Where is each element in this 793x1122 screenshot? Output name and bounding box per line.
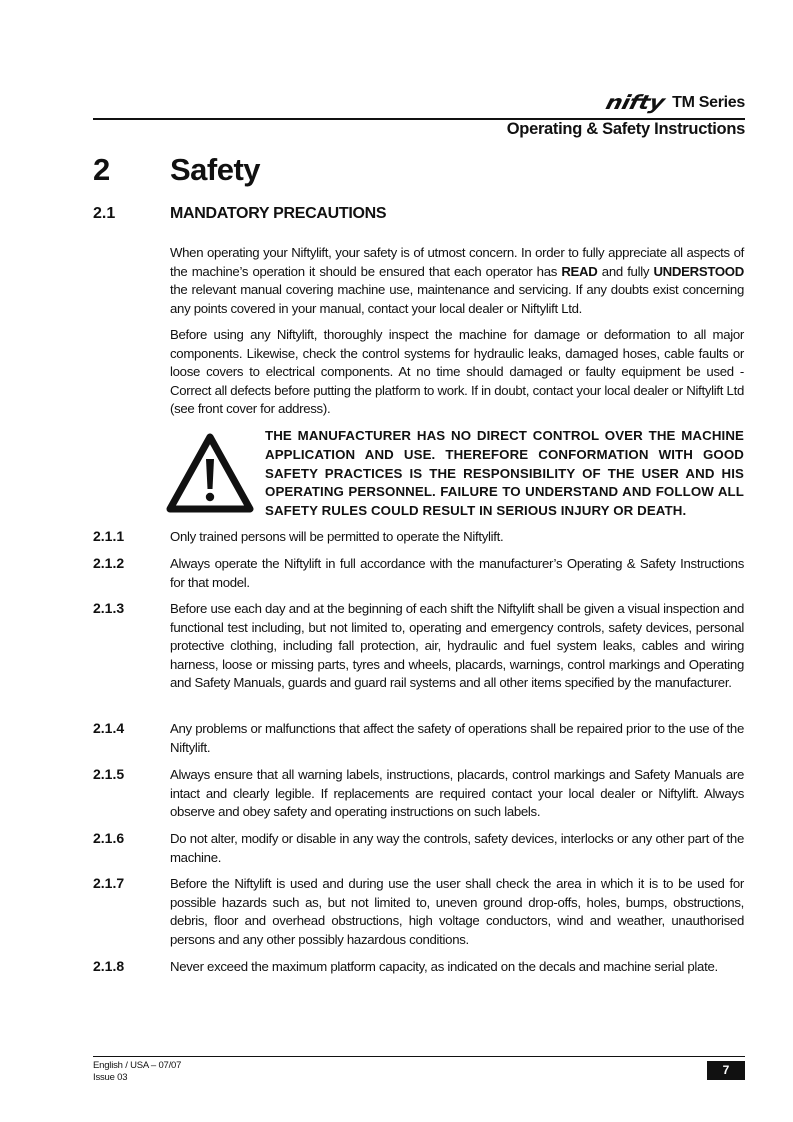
item-number: 2.1.1 [93, 528, 125, 544]
item-text: Do not alter, modify or disable in any way the controls, safety devices, interlocks or any other part of the machine. [170, 831, 744, 865]
emphasis-read: READ [561, 263, 598, 279]
section-number: 2.1 [93, 205, 116, 222]
footer-language-date: English / USA – 07/07 [93, 1060, 182, 1071]
item-number: 2.1.8 [93, 958, 125, 974]
nifty-logo: nifty [603, 91, 667, 114]
document-subtitle: Operating & Safety Instructions [506, 120, 745, 138]
footer-info [93, 1060, 181, 1084]
warning-text: THE MANUFACTURER HAS NO DIRECT CONTROL OVER THE MACHINE APPLICATION AND USE. THEREFORE CONFORMATION WITH GOOD SAFETY PRACTICES IS THE RESPONSIBILITY OF THE USER AND HIS OPERATING PERSONNEL. FAILURE TO UNDERSTAND AND FOLLOW ALL SAFETY RULES COULD RESULT IN SERIOUS INJURY OR DEATH. [265, 428, 744, 519]
series-label: TM Series [672, 94, 745, 111]
item-text: Always ensure that all warning labels, instructions, placards, control markings and Safety Manuals are intact and clearly legible. If replacements are required contact your local dealer or Niftylift. Always observe and obey safety and operating instructions on such labels. [170, 767, 744, 820]
item-number: 2.1.4 [93, 720, 125, 736]
chapter-title: Safety [170, 152, 261, 187]
warning-triangle-icon [166, 433, 254, 513]
item-number: 2.1.2 [93, 555, 125, 571]
item-number: 2.1.5 [93, 766, 125, 782]
emphasis-understood: UNDERSTOOD [653, 263, 744, 279]
item-text: Before the Niftylift is used and during use the user shall check the area in which it is to be used for possible hazards such as, but not limited to, uneven ground drop-offs, holes, bumps, obstructions, debris, floor and overhead obstructions, high voltage conductors, wind and weather, unauthorised persons and any other possibly hazardous conditions. [170, 876, 744, 947]
section-title: MANDATORY PRECAUTIONS [170, 205, 387, 222]
item-text: Only trained persons will be permitted to operate the Niftylift. [170, 529, 504, 544]
intro-paragraph-2: Before using any Niftylift, thoroughly inspect the machine for damage or deformation to all major components. Likewise, check the control systems for hydraulic leaks, damaged hoses, cable faults or loose covers to electrical components. At no time should damaged or faulty equipment be used - Correct all defects before putting the platform to work. If in doubt, contact your local dealer or Niftylift Ltd (see front cover for address). [170, 327, 744, 417]
item-text: Before use each day and at the beginning of each shift the Niftylift shall be given a visual inspection and functional test including, but not limited to, operating and emergency controls, safety devices, personal protective clothing, including fall protection, air, hydraulic and fuel system leaks, cables and wiring harness, loose or missing parts, tyres and wheels, placards, warnings, control markings and Operating and Safety Manuals, guards and guard rail systems and all other items specified by the manufacturer. [170, 601, 744, 691]
page-number: 7 [707, 1061, 745, 1080]
footer-issue: Issue 03 [93, 1072, 128, 1083]
item-text: Never exceed the maximum platform capacity, as indicated on the decals and machine serial plate. [170, 959, 718, 974]
item-number: 2.1.3 [93, 600, 125, 616]
item-text: Any problems or malfunctions that affect the safety of operations shall be repaired prior to the use of the Niftylift. [170, 721, 744, 755]
header-logo [540, 92, 745, 114]
warning-box [170, 427, 745, 519]
item-number: 2.1.7 [93, 875, 125, 891]
footer-divider [93, 1056, 745, 1057]
item-number: 2.1.6 [93, 830, 125, 846]
chapter-number: 2 [93, 152, 111, 187]
intro-paragraph-1: When operating your Niftylift, your safety is of utmost concern. In order to fully appreciate all aspects of the machine’s operation it should be ensured that each operator has READ and fully UNDERSTOOD the relevant manual covering machine use, maintenance and servicing. If any doubts exist concerning any points covered in your manual, contact your local dealer or Niftylift Ltd. [170, 245, 744, 316]
item-text: Always operate the Niftylift in full accordance with the manufacturer’s Operating & Safety Instructions for that model. [170, 556, 744, 590]
